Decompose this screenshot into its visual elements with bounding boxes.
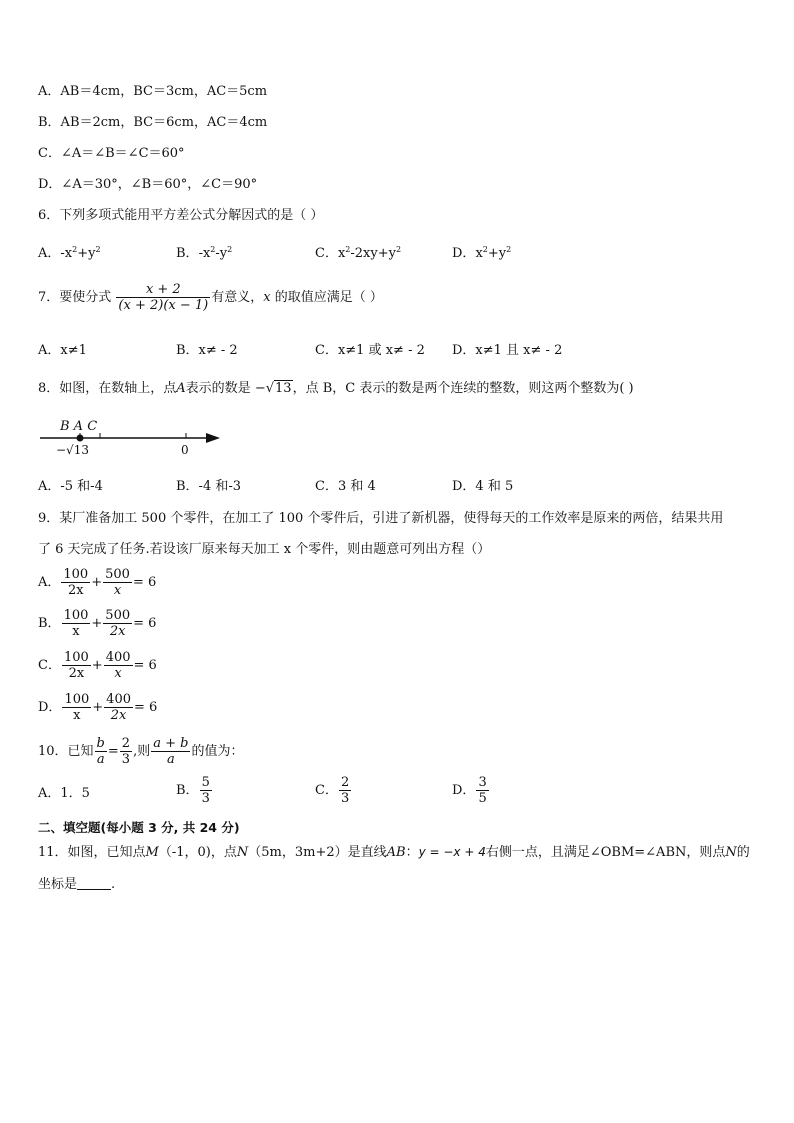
q8-diagram-point-labels: B A C bbox=[60, 419, 98, 434]
q9-stem-line2: 了 6 天完成了任务.若设该厂原来每天加工 x 个零件，则由题意可列出方程（） bbox=[38, 542, 491, 557]
q7-fraction: $\frac{x + 2}{(x + 2)(x - 1)}$ bbox=[118, 282, 209, 313]
q7-option-d: D．x≠1 且 x≠ - 2 bbox=[452, 343, 563, 358]
q6-option-b: B．$-x^2-y^2$ bbox=[176, 245, 233, 261]
q8-number-line-diagram bbox=[38, 418, 228, 460]
q8-diagram-neg-sqrt13: −√13 bbox=[56, 443, 89, 457]
q11-stem-line2: 坐标是 . bbox=[38, 877, 116, 892]
q9-stem-line1: 9．某厂准备加工 500 个零件，在加工了 100 个零件后，引进了新机器，使得每天的工作效率是原来的两倍，结果共用 bbox=[38, 511, 724, 526]
q5-option-c: C．∠A＝∠B＝∠C＝60° bbox=[38, 146, 185, 161]
q6-option-c: C．$x^2-2xy+y^2$ bbox=[315, 245, 402, 261]
q9-option-d: D． $\frac{100}{x}$ + $\frac{400}{2x}$ = 6 bbox=[38, 692, 158, 723]
q8-diagram-zero: 0 bbox=[181, 443, 189, 457]
q10-option-d: D． $\frac{3}{5}$ bbox=[452, 775, 487, 806]
q9-option-a: A． $\frac{100}{2x}$ + $\frac{500}{x}$ = 6 bbox=[38, 567, 157, 598]
q8-neg-sqrt: −√13 bbox=[254, 381, 292, 396]
answer-blank[interactable] bbox=[77, 877, 111, 890]
q7-stem: 7．要使分式 $\frac{x + 2}{(x + 2)(x - 1)}$ 有意义，x 的取值应满足（ ） bbox=[38, 282, 383, 313]
q5-option-a: A．AB＝4cm，BC＝3cm，AC＝5cm bbox=[38, 84, 268, 99]
q8-option-a: A．-5 和-4 bbox=[38, 479, 103, 494]
q10-option-c: C． $\frac{2}{3}$ bbox=[315, 775, 350, 806]
q5-option-d: D．∠A＝30°，∠B＝60°，∠C＝90° bbox=[38, 177, 258, 192]
q7-option-c: C．x≠1 或 x≠ - 2 bbox=[315, 343, 425, 358]
q10-option-a: A．1．5 bbox=[38, 786, 90, 801]
q9-option-c: C． $\frac{100}{2x}$ + $\frac{400}{x}$ = 6 bbox=[38, 650, 157, 681]
q8-option-c: C．3 和 4 bbox=[315, 479, 376, 494]
q7-option-a: A．x≠1 bbox=[38, 343, 87, 358]
q6-option-a: A．$-x^2+y^2$ bbox=[38, 245, 101, 261]
q8-option-d: D．4 和 5 bbox=[452, 479, 514, 494]
q6-stem: 6．下列多项式能用平方差公式分解因式的是（ ） bbox=[38, 208, 324, 223]
q8-stem: 8．如图，在数轴上，点A表示的数是 −√13，点 B，C 表示的数是两个连续的整数，则这两个整数为( ) bbox=[38, 381, 634, 396]
q8-option-b: B．-4 和-3 bbox=[176, 479, 242, 494]
q6-option-d: D．$x^2+y^2$ bbox=[452, 245, 512, 261]
q11-stem-line1: 11．如图，已知点M（-1，0)，点N（5m，3m+2）是直线AB：y = −x + 4右侧一点，且满足∠OBM=∠ABN，则点N的 bbox=[38, 845, 750, 860]
q10-option-b: B． $\frac{5}{3}$ bbox=[176, 775, 210, 806]
q7-option-b: B．x≠ - 2 bbox=[176, 343, 238, 358]
q5-option-b: B．AB＝2cm，BC＝6cm，AC＝4cm bbox=[38, 115, 268, 130]
q9-option-b: B． $\frac{100}{x}$ + $\frac{500}{2x}$ = 6 bbox=[38, 608, 157, 639]
q10-stem: 10．已知 $\frac{b}{a}$ = $\frac{2}{3}$ ,则 $\frac{a + b}{a}$ 的值为： bbox=[38, 736, 244, 767]
section-heading-fill-in-blank: 二、填空题(每小题 3 分, 共 24 分) bbox=[38, 820, 240, 835]
